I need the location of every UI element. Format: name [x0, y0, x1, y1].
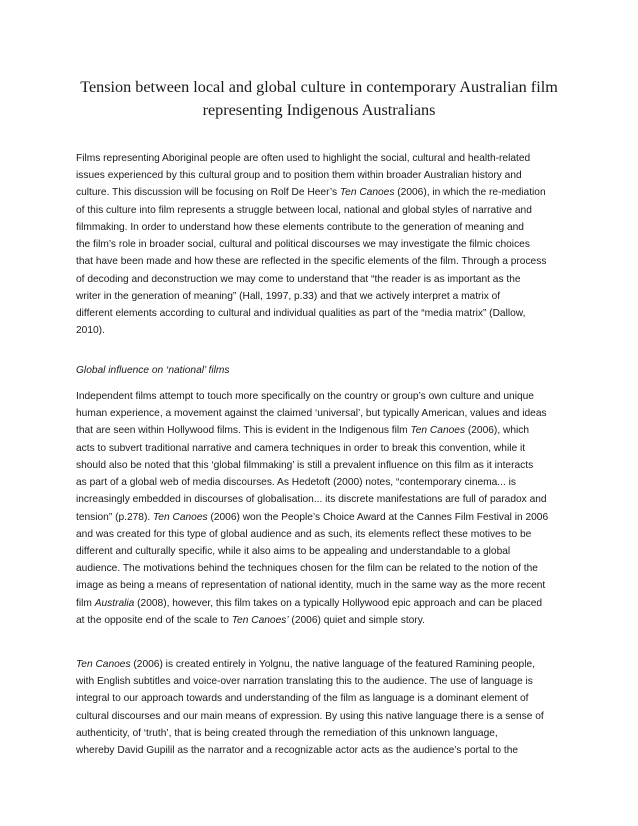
text-run: Independent films attempt to touch more specifically on the country or group’s own culture and unique	[76, 391, 534, 402]
text-run: (2006) won the People’s Choice Award at the Cannes Film Festival in 2006	[207, 511, 549, 523]
title-line: representing Indigenous Australians	[202, 100, 436, 119]
text-run: (2006) quiet and simple story.	[288, 614, 425, 626]
text-line	[76, 491, 576, 508]
text-line	[76, 690, 576, 707]
text-run: Films representing Aboriginal people are often used to highlight the social, cultural and health-related	[76, 153, 531, 164]
text-line	[76, 288, 576, 305]
text-run: authenticity, of ‘truth’, that is being created through the remediation of this unknown language,	[76, 727, 498, 739]
text-line	[76, 305, 576, 322]
title-reference: Ten Canoes	[76, 659, 131, 670]
text-run: 2010).	[76, 325, 105, 337]
title-reference: Ten Canoes	[410, 425, 466, 437]
text-run: of decoding and deconstruction we may come to understand that “the reader is as important as the	[76, 273, 521, 285]
text-run: image as being a means of representation of national identity, much in the same way as the more recent	[76, 580, 546, 592]
text-line	[76, 543, 576, 560]
text-run: increasingly embedded in discourses of globalisation... its discrete manifestations are full of paradox and	[76, 494, 547, 506]
text-line	[76, 322, 576, 339]
text-line	[76, 202, 576, 219]
text-line	[76, 560, 576, 577]
text-line	[76, 184, 576, 201]
text-line	[76, 742, 576, 759]
text-run: human experience, a movement against the claimed ‘universal’, but typically American, values and ideas	[76, 408, 547, 420]
text-run: film	[76, 597, 95, 609]
text-line	[76, 509, 576, 526]
text-line	[76, 167, 576, 184]
text-line	[76, 405, 576, 422]
text-line	[76, 595, 576, 612]
text-run: cultural discourses and our main means of expression. By using this native language there is a sense of	[76, 710, 544, 722]
text-line	[76, 474, 576, 491]
title-reference: Ten Canoes	[153, 511, 208, 523]
text-run: the film’s role in broader social, cultural and political discourses we may investigate the filmic choices	[76, 239, 530, 251]
text-line	[76, 388, 576, 405]
title-line: Tension between local and global culture in contemporary Australian film	[80, 78, 558, 96]
text-line	[76, 577, 576, 594]
text-run: as part of a global web of media discourses. As Hedetoft (2000) notes, “contemporary cinema... is	[76, 477, 516, 489]
text-run: integral to our approach towards and understanding of the film as language is a dominant element of	[76, 693, 529, 705]
text-run: culture. This discussion will be focusing on Rolf De Heer’s	[76, 187, 340, 199]
intro-paragraph	[76, 150, 576, 339]
text-line	[76, 526, 576, 543]
text-run: audience. The motivations behind the techniques chosen for the film can be related to the notion of the	[76, 563, 538, 575]
section1-paragraph	[76, 388, 576, 629]
text-line	[76, 219, 576, 236]
section-heading: Global influence on ‘national’ films	[76, 365, 230, 376]
text-run: tension” (p.278).	[76, 511, 154, 523]
text-line	[76, 457, 576, 474]
title-reference: Ten Canoes’	[231, 614, 289, 626]
text-run: different and culturally specific, while it also aims to be appealing and understandable to a global	[76, 545, 511, 557]
text-run: of this culture into film represents a struggle between local, national and global styles of narrative and	[76, 204, 532, 216]
document-title	[60, 76, 578, 121]
text-run: (2006), in which the re-mediation	[394, 187, 546, 199]
text-line	[76, 236, 576, 253]
text-run: (2006), which	[465, 425, 530, 437]
text-run: writer in the generation of meaning” (Hall, 1997, p.33) and that we actively interpret a matrix of	[76, 290, 501, 302]
text-line	[76, 612, 576, 629]
text-line	[76, 271, 576, 288]
text-run: at the opposite end of the scale to	[76, 614, 232, 626]
text-line	[76, 150, 576, 167]
text-run: different elements according to cultural and individual qualities as part of the “media matrix” (Dallow,	[76, 307, 526, 319]
text-run: that are seen within Hollywood films. This is evident in the Indigenous film	[76, 425, 411, 437]
text-run: (2006) is created entirely in Yolgnu, the native language of the featured Ramining people,	[130, 659, 535, 670]
text-line	[76, 656, 576, 673]
section2-paragraph	[76, 656, 576, 759]
text-line	[76, 253, 576, 270]
text-run: filmmaking. In order to understand how these elements contribute to the generation of meaning and	[76, 221, 524, 233]
text-line	[76, 725, 576, 742]
text-run: with English subtitles and voice-over narration translating this to the audience. The use of language is	[76, 676, 533, 688]
text-run: issues experienced by this cultural group and to position them within broader Australian history and	[76, 170, 522, 182]
title-reference: Ten Canoes	[339, 187, 395, 199]
text-line	[76, 708, 576, 725]
text-line	[76, 422, 576, 439]
text-run: and was created for this type of global audience and as such, its elements reflect these motives to be	[76, 528, 532, 540]
text-run: acts to subvert traditional narrative and camera techniques in order to break this convention, while it	[76, 442, 526, 454]
text-run: should also be noted that this ‘global filmmaking’ is still a prevalent influence on this film as it interacts	[76, 459, 534, 471]
text-run: (2008), however, this film takes on a typically Hollywood epic approach and can be placed	[134, 597, 543, 609]
text-line	[76, 440, 576, 457]
text-run: whereby David Gupilil as the narrator and a recognizable actor acts as the audience’s portal to the	[76, 745, 519, 757]
text-run: that have been made and how these are reflected in the specific elements of the film. Through a process	[76, 256, 547, 268]
text-line	[76, 673, 576, 690]
title-reference: Australia	[94, 597, 135, 609]
